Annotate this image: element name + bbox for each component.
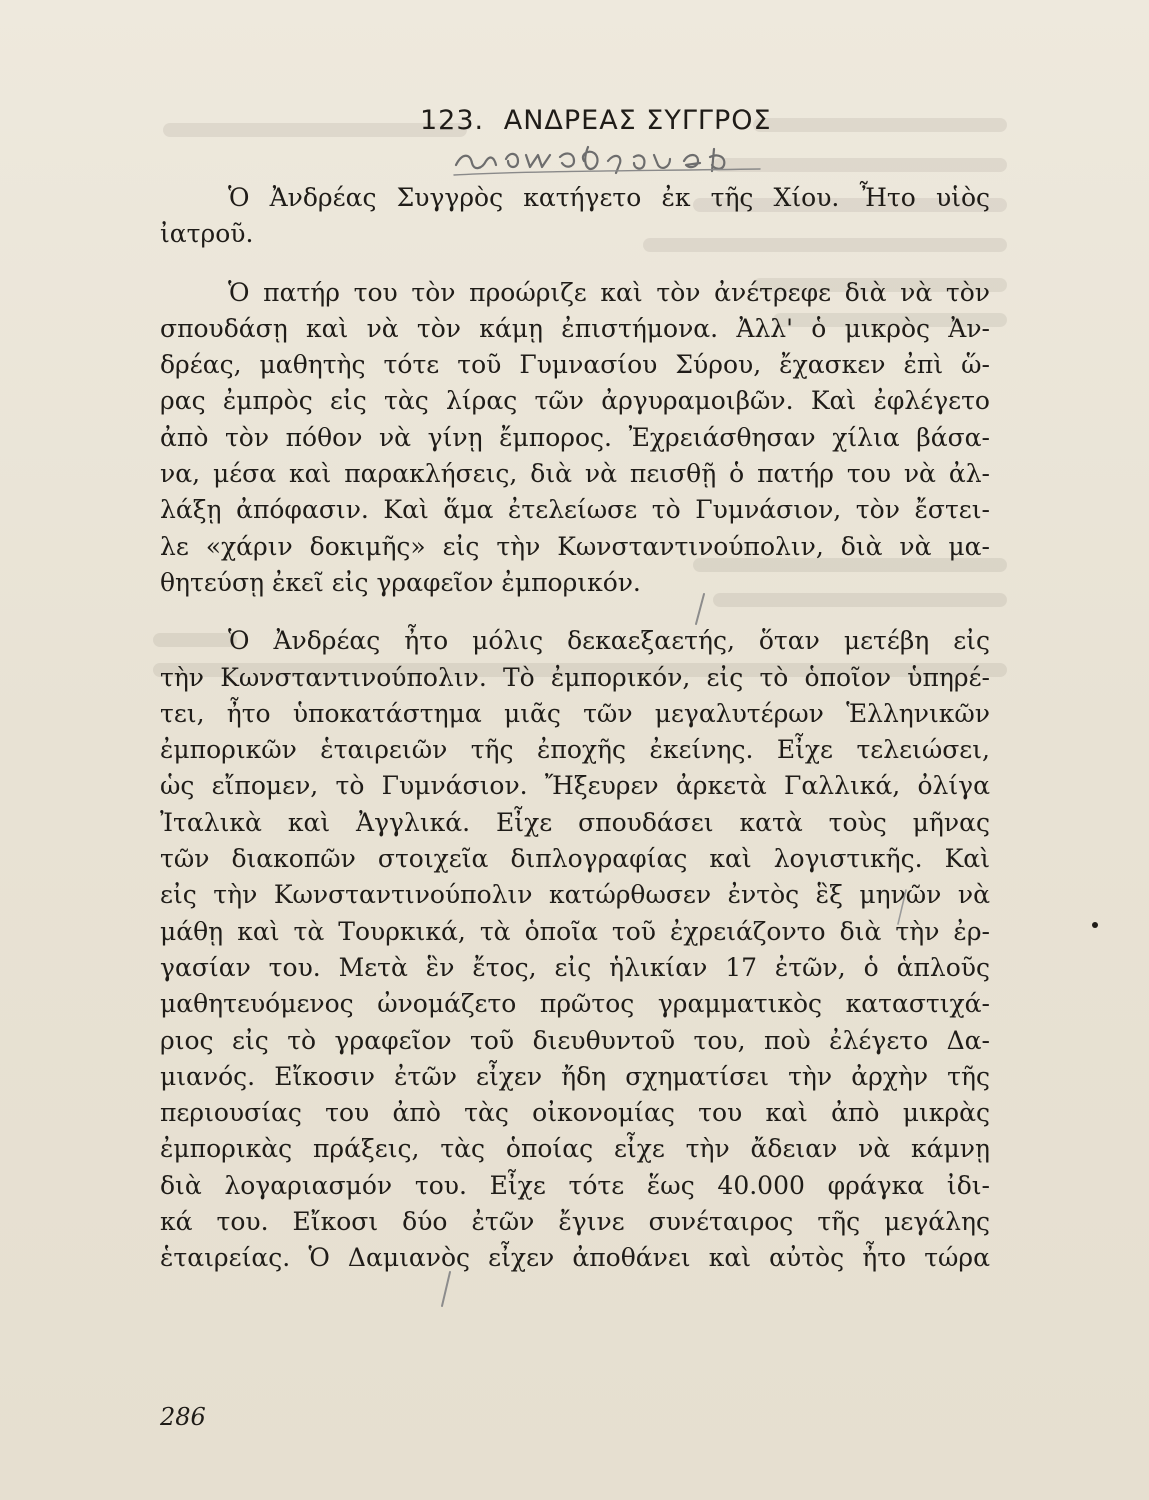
handwritten-annotation xyxy=(448,135,768,177)
text-line: ἑταιρείας. Ὁ Δαμιανὸς εἶχεν ἀποθάνει καὶ αὐτὸς ἦτο τώρα xyxy=(160,1243,990,1273)
text-line: ὡς εἴπομεν, τὸ Γυμνάσιον. Ἤξευρεν ἀρκετὰ Γαλλικά, ὀλίγα xyxy=(160,771,990,801)
text-line: Ὁ Ἀνδρέας ἦτο μόλις δεκαεξαετής, ὅταν μετέβη εἰς xyxy=(228,626,990,656)
text-line: Ὁ Ἀνδρέας Συγγρὸς κατήγετο ἐκ τῆς Χίου. Ἦτο υἱὸς xyxy=(228,183,990,212)
text-line: εἰς τὴν Κωνσταντινούπολιν κατώρθωσεν ἐντὸς ἓξ μηνῶν νὰ xyxy=(160,880,990,910)
text-line: λε «χάριν δοκιμῆς» εἰς τὴν Κωνσταντινούπολιν, διὰ νὰ μα- xyxy=(160,531,990,561)
text-line: μαθητευόμενος ὠνομάζετο πρῶτος γραμματικὸς καταστιχά- xyxy=(160,989,990,1019)
main-text xyxy=(160,180,990,1277)
chapter-title: ΑΝΔΡΕΑΣ ΣΥΓΓΡΟΣ xyxy=(503,105,772,136)
paragraph-gap xyxy=(160,253,990,275)
text-line: τει, ἦτο ὑποκατάστημα μιᾶς τῶν μεγαλυτέρων Ἑλληνικῶν xyxy=(160,698,990,728)
margin-dot xyxy=(1092,922,1098,928)
text-line: τῶν διακοπῶν στοιχεῖα διπλογραφίας καὶ λογιστικῆς. Καὶ xyxy=(160,844,990,874)
pencil-mark xyxy=(438,1270,458,1310)
text-line: περιουσίας του ἀπὸ τὰς οἰκονομίας του καὶ ἀπὸ μικρὰς xyxy=(160,1098,990,1128)
text-line: ριος εἰς τὸ γραφεῖον τοῦ διευθυντοῦ του, ποὺ ἐλέγετο Δα- xyxy=(160,1025,990,1055)
text-line: να, μέσα καὶ παρακλήσεις, διὰ νὰ πεισθῇ ὁ πατήρ του νὰ ἀλ- xyxy=(160,459,990,489)
text-line: Ἰταλικὰ καὶ Ἀγγλικά. Εἶχε σπουδάσει κατὰ τοὺς μῆνας xyxy=(160,807,990,837)
text-line: ἀπὸ τὸν πόθον νὰ γίνῃ ἔμπορος. Ἐχρειάσθησαν χίλια βάσα- xyxy=(160,422,990,452)
pencil-mark xyxy=(892,888,912,928)
text-line: Ὁ πατήρ του τὸν προώριζε καὶ τὸν ἀνέτρεφε διὰ νὰ τὸν xyxy=(228,277,990,307)
text-line: μιανός. Εἴκοσιν ἐτῶν εἶχεν ἤδη σχηματίσει τὴν ἀρχὴν τῆς xyxy=(160,1061,990,1091)
text-line: ἰατροῦ. xyxy=(160,219,254,249)
paragraph xyxy=(160,180,990,253)
text-line: ἐμπορικῶν ἑταιρειῶν τῆς ἐποχῆς ἐκείνης. Εἶχε τελειώσει, xyxy=(160,735,990,765)
paragraph xyxy=(160,623,990,1276)
text-line: ἐμπορικὰς πράξεις, τὰς ὁποίας εἶχε τὴν ἄδειαν νὰ κάμνῃ xyxy=(160,1134,990,1164)
text-line: σπουδάσῃ καὶ νὰ τὸν κάμῃ ἐπιστήμονα. Ἀλλ' ὁ μικρὸς Ἀν- xyxy=(160,313,990,343)
text-line: λάξῃ ἀπόφασιν. Καὶ ἅμα ἐτελείωσε τὸ Γυμνάσιον, τὸν ἔστει- xyxy=(160,495,990,525)
page-number: 286 xyxy=(160,1403,206,1431)
text-line: κά του. Εἴκοσι δύο ἐτῶν ἔγινε συνέταιρος τῆς μεγάλης xyxy=(160,1207,990,1237)
paragraph xyxy=(160,275,990,602)
text-line: μάθῃ καὶ τὰ Τουρκικά, τὰ ὁποῖα τοῦ ἐχρειάζοντο διὰ τὴν ἐρ- xyxy=(160,916,990,946)
text-line: ρας ἐμπρὸς εἰς τὰς λίρας τῶν ἀργυραμοιβῶν. Καὶ ἐφλέγετο xyxy=(160,386,990,416)
text-line: γασίαν του. Μετὰ ἓν ἔτος, εἰς ἡλικίαν 17 ἐτῶν, ὁ ἁπλοῦς xyxy=(160,952,990,982)
text-line: τὴν Κωνσταντινούπολιν. Τὸ ἐμπορικόν, εἰς τὸ ὁποῖον ὑπηρέ- xyxy=(160,662,990,692)
paragraph-gap xyxy=(160,601,990,623)
text-line: διὰ λογαριασμόν του. Εἶχε τότε ἕως 40.000 φράγκα ἰδι- xyxy=(160,1170,990,1200)
chapter-number: 123. xyxy=(420,105,485,136)
text-line: θητεύσῃ ἐκεῖ εἰς γραφεῖον ἐμπορικόν. xyxy=(160,567,641,597)
text-line: δρέας, μαθητὴς τότε τοῦ Γυμνασίου Σύρου, ἔχασκεν ἐπὶ ὥ- xyxy=(160,350,990,380)
chapter-header xyxy=(420,105,772,136)
pencil-mark xyxy=(690,590,710,630)
